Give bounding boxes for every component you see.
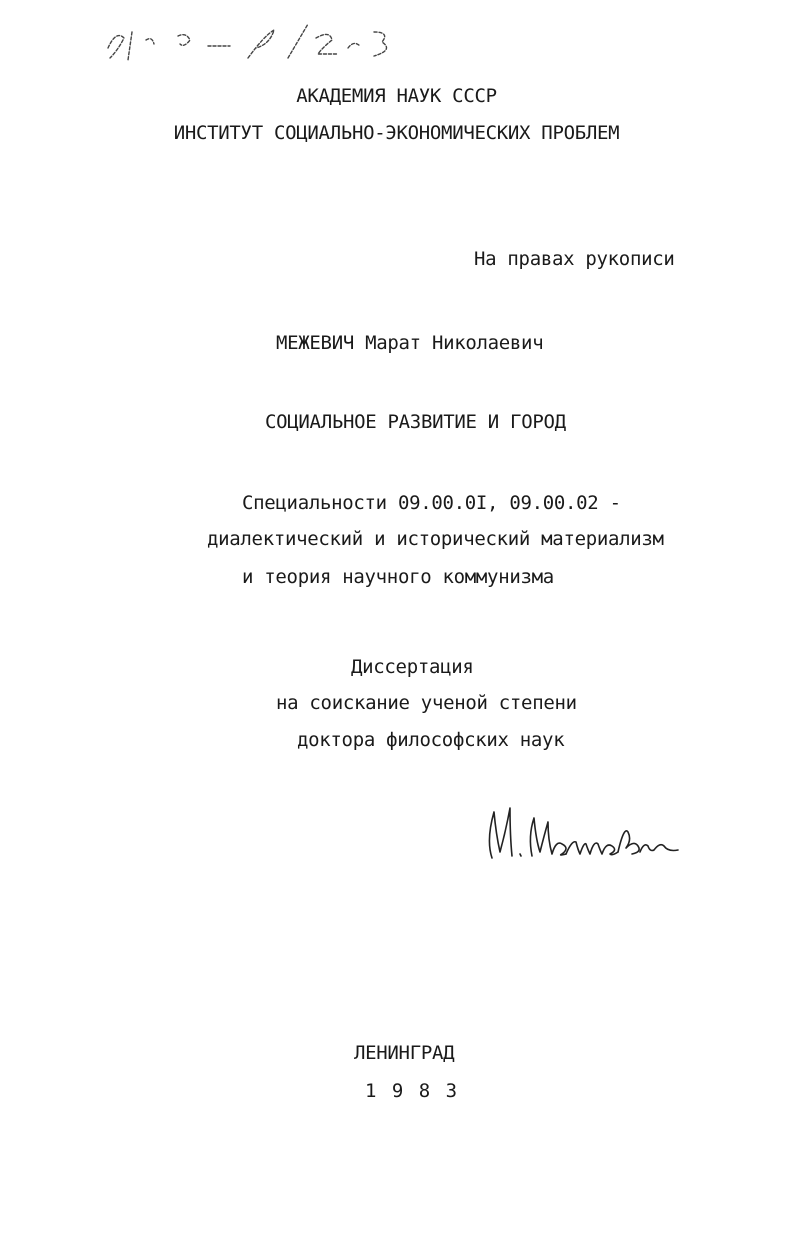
author-signature xyxy=(482,800,692,870)
author-name: МЕЖЕВИЧ Марат Николаевич xyxy=(276,332,544,354)
specialty-line-1: Специальности 09.00.0I, 09.00.02 - xyxy=(242,492,621,514)
organization-name: АКАДЕМИЯ НАУК СССР xyxy=(296,85,497,107)
archive-mark xyxy=(98,18,398,68)
institute-name: ИНСТИТУТ СОЦИАЛЬНО-ЭКОНОМИЧЕСКИХ ПРОБЛЕМ xyxy=(173,122,620,144)
year: 1 9 8 3 xyxy=(365,1080,460,1102)
rights-note: На правах рукописи xyxy=(474,248,675,270)
degree-line-3: доктора философских наук xyxy=(297,729,565,751)
city-name: ЛЕНИНГРАД xyxy=(354,1042,455,1064)
degree-line-2: на соискание ученой степени xyxy=(276,692,577,714)
specialty-line-2: диалектический и исторический материализм xyxy=(207,528,664,550)
degree-line-1: Диссертация xyxy=(351,656,474,678)
specialty-line-3: и теория научного коммунизма xyxy=(242,566,554,588)
dissertation-title: СОЦИАЛЬНОЕ РАЗВИТИЕ И ГОРОД xyxy=(265,411,566,433)
